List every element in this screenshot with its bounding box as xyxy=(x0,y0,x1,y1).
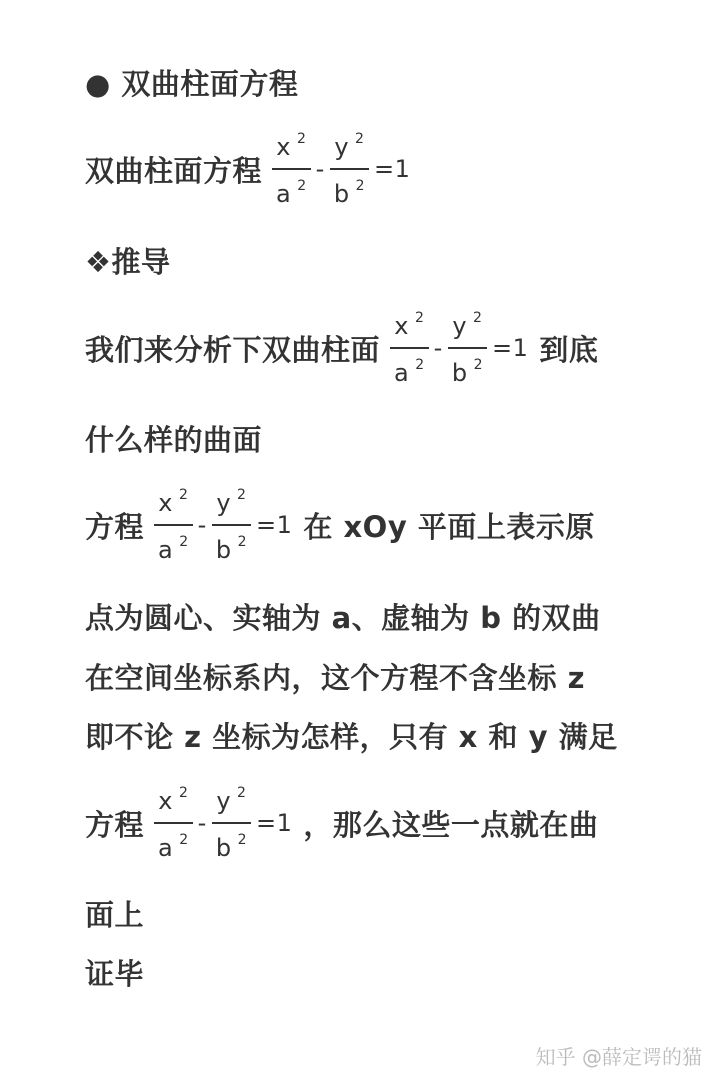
fraction-x-over-a: $\frac{x ^2}{a ^2}$ xyxy=(154,786,193,860)
fraction-y-over-b: $\frac{y ^2}{b ^2}$ xyxy=(448,311,487,385)
analysis-continuation: 什么样的曲面 xyxy=(85,423,263,457)
proof-end: 证毕 xyxy=(85,957,145,991)
minus-sign: - xyxy=(197,511,207,539)
minus-sign: - xyxy=(315,155,325,183)
equation-line-3 xyxy=(85,488,595,562)
analysis-suffix: 到底 xyxy=(539,332,599,367)
fraction-x-over-a: $\frac{x ^2}{a ^2}$ xyxy=(154,488,193,562)
paragraph-line-1: 点为圆心、实轴为 a、虚轴为 b 的双曲 xyxy=(85,601,601,635)
equation-label: 双曲柱面方程 xyxy=(85,153,263,188)
minus-sign: - xyxy=(433,334,443,362)
paragraph-line-2: 在空间坐标系内，这个方程不含坐标 z xyxy=(85,661,585,695)
heading-text: ● 双曲柱面方程 xyxy=(85,67,299,101)
minus-sign: - xyxy=(197,809,207,837)
equation-line-1 xyxy=(85,132,413,206)
paragraph-line-4: 面上 xyxy=(85,898,145,932)
eq-prefix: 方程 xyxy=(85,509,145,544)
section-heading xyxy=(85,62,298,103)
eq2-suffix: ，那么这些一点就在曲 xyxy=(303,807,599,842)
derive-heading xyxy=(85,240,171,281)
analysis-prefix: 我们来分析下双曲柱面 xyxy=(85,332,381,367)
equals-one: =1 xyxy=(255,511,293,539)
derive-heading-text: ❖推导 xyxy=(85,245,171,279)
fraction-y-over-b: $\frac{y ^2}{b ^2}$ xyxy=(212,488,251,562)
equals-one: =1 xyxy=(491,334,529,362)
equals-one: =1 xyxy=(373,155,411,183)
fraction-y-over-b: $\frac{y ^2}{b ^2}$ xyxy=(212,786,251,860)
equation-line-2 xyxy=(85,311,598,385)
equation-line-4 xyxy=(85,786,598,860)
fraction-x-over-a: $\frac{x ^2}{a ^2}$ xyxy=(272,132,311,206)
eq-suffix: 在 xOy 平面上表示原 xyxy=(303,509,595,544)
eq2-prefix: 方程 xyxy=(85,807,145,842)
watermark: 知乎 @薛定谔的猫 xyxy=(535,1045,702,1069)
equals-one: =1 xyxy=(255,809,293,837)
fraction-x-over-a: $\frac{x ^2}{a ^2}$ xyxy=(390,311,429,385)
paragraph-line-3: 即不论 z 坐标为怎样，只有 x 和 y 满足 xyxy=(85,720,618,754)
fraction-y-over-b: $\frac{y ^2}{b ^2}$ xyxy=(330,132,369,206)
